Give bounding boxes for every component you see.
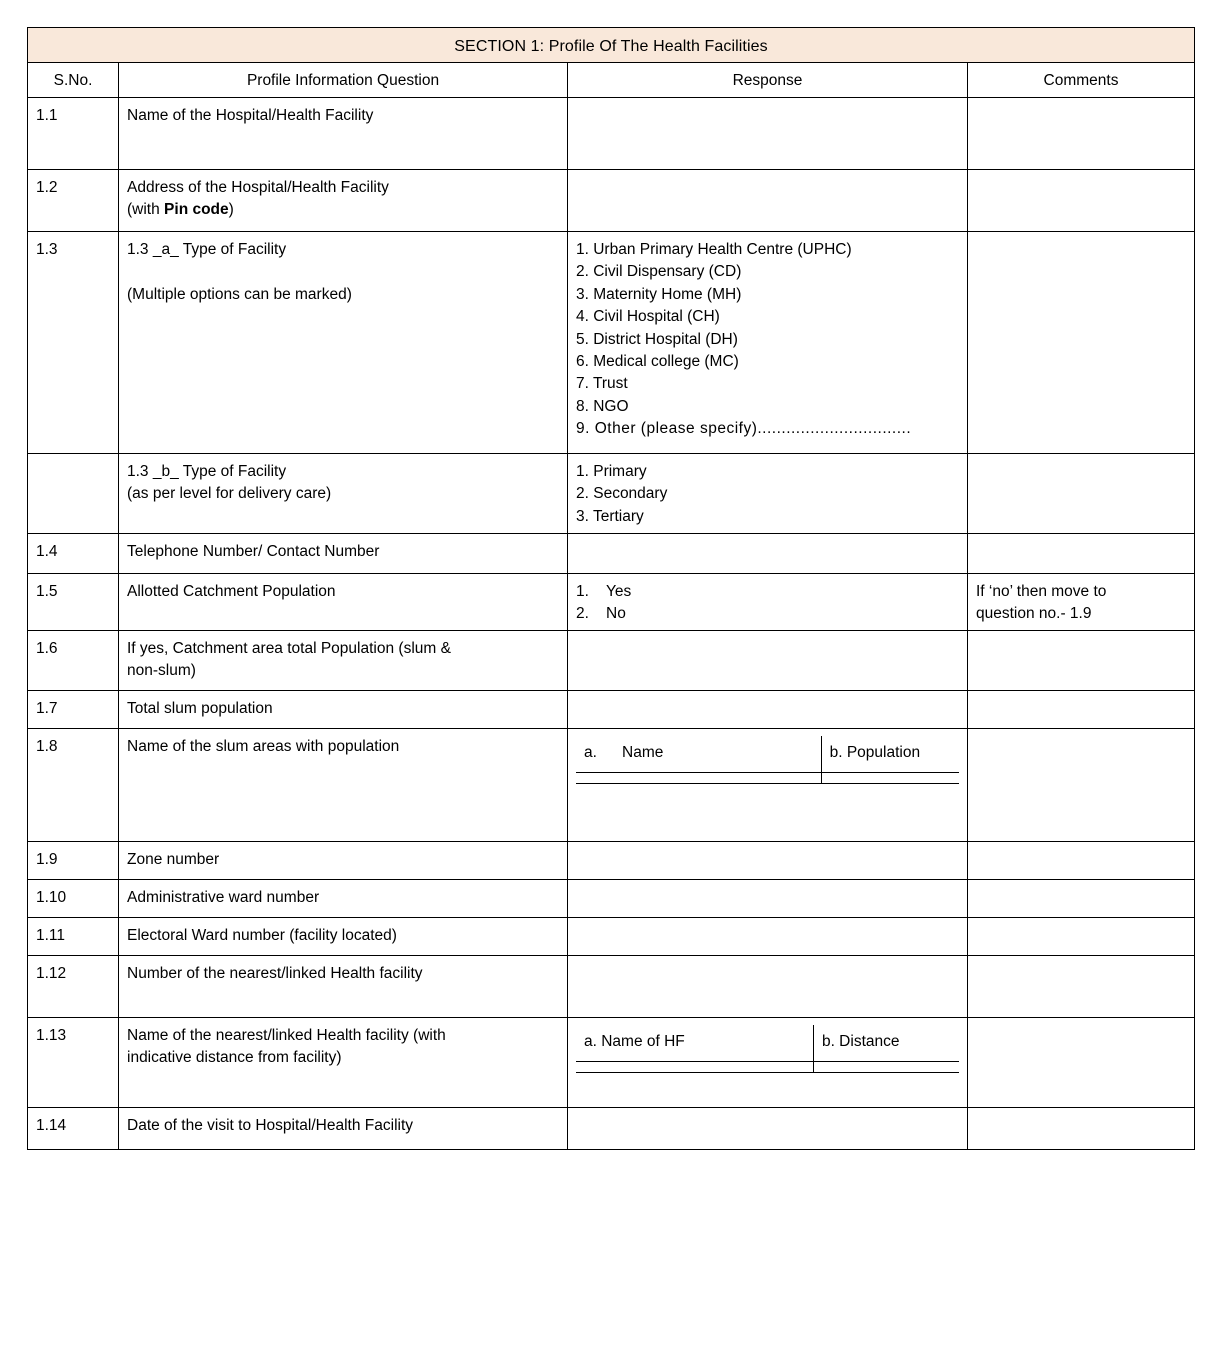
question-line-1: Address of the Hospital/Health Facility bbox=[127, 178, 389, 196]
subcolumn-header-name bbox=[576, 736, 821, 773]
subtable-header-row bbox=[576, 736, 959, 773]
row-question: Administrative ward number bbox=[119, 879, 568, 917]
row-comments-field[interactable] bbox=[968, 1107, 1195, 1149]
question-line-1: If yes, Catchment area total Population (slum & bbox=[127, 639, 451, 657]
table-row bbox=[28, 1017, 1195, 1107]
row-response-field[interactable] bbox=[568, 1107, 968, 1149]
row-sno: 1.14 bbox=[28, 1107, 119, 1149]
delivery-level-option-list bbox=[576, 461, 959, 528]
table-row bbox=[28, 533, 1195, 573]
subcolumn-header-population: b. Population bbox=[821, 736, 959, 773]
option-item[interactable]: 3. Maternity Home (MH) bbox=[576, 285, 742, 303]
row-comments-field[interactable] bbox=[968, 1017, 1195, 1107]
row-sno: 1.10 bbox=[28, 879, 119, 917]
pin-code-emphasis: Pin code bbox=[164, 201, 229, 219]
question-line-1: 1.3 _b_ Type of Facility bbox=[127, 462, 287, 480]
row-question: Electoral Ward number (facility located) bbox=[119, 917, 568, 955]
row-sno: 1.2 bbox=[28, 169, 119, 231]
question-line-2: (Multiple options can be marked) bbox=[127, 286, 352, 304]
row-comments-field[interactable] bbox=[968, 955, 1195, 1017]
row-sno: 1.7 bbox=[28, 690, 119, 728]
option-item[interactable]: 7. Trust bbox=[576, 375, 628, 393]
table-row bbox=[28, 169, 1195, 231]
table-row bbox=[28, 879, 1195, 917]
option-item[interactable]: 4. Civil Hospital (CH) bbox=[576, 308, 720, 326]
row-sno: 1.1 bbox=[28, 97, 119, 169]
row-question bbox=[119, 1017, 568, 1107]
option-item[interactable]: 8. NGO bbox=[576, 397, 629, 415]
row-response-field[interactable] bbox=[568, 533, 968, 573]
table-row bbox=[28, 630, 1195, 690]
option-item-no[interactable] bbox=[576, 603, 959, 625]
option-item-other[interactable]: 9. Other (please specify)................................ bbox=[576, 420, 912, 438]
row-comments-field[interactable] bbox=[968, 917, 1195, 955]
row-question: Date of the visit to Hospital/Health Facility bbox=[119, 1107, 568, 1149]
column-header-comments: Comments bbox=[968, 63, 1195, 97]
row-response-options bbox=[568, 573, 968, 630]
subtable-value-row bbox=[576, 772, 959, 783]
row-comments-field[interactable] bbox=[968, 169, 1195, 231]
option-item[interactable]: 6. Medical college (MC) bbox=[576, 353, 739, 370]
section-title: SECTION 1: Profile Of The Health Facilities bbox=[28, 28, 1195, 63]
row-question bbox=[119, 453, 568, 533]
row-response-field[interactable] bbox=[568, 917, 968, 955]
row-comments-field[interactable] bbox=[968, 533, 1195, 573]
row-response-field[interactable] bbox=[568, 879, 968, 917]
subcolumn-header-hf-name: a. Name of HF bbox=[576, 1025, 813, 1062]
table-row bbox=[28, 453, 1195, 533]
question-line-1: 1.3 _a_ Type of Facility bbox=[127, 240, 287, 258]
subfield-hf-name-value[interactable] bbox=[576, 1061, 813, 1072]
profile-form-table bbox=[27, 27, 1195, 1150]
table-header-row bbox=[28, 63, 1195, 97]
row-question bbox=[119, 231, 568, 453]
row-sno: 1.8 bbox=[28, 728, 119, 841]
row-comments-field[interactable] bbox=[968, 453, 1195, 533]
row-comments-field[interactable] bbox=[968, 690, 1195, 728]
table-row bbox=[28, 728, 1195, 841]
row-question bbox=[119, 169, 568, 231]
row-question: Name of the slum areas with population bbox=[119, 728, 568, 841]
question-line-2: indicative distance from facility) bbox=[127, 1049, 342, 1067]
subfield-population-value[interactable] bbox=[821, 772, 959, 783]
slum-area-subtable bbox=[576, 736, 959, 784]
row-sno: 1.6 bbox=[28, 630, 119, 690]
option-item-yes[interactable] bbox=[576, 581, 959, 603]
row-comments-field[interactable] bbox=[968, 841, 1195, 879]
row-question: Name of the Hospital/Health Facility bbox=[119, 97, 568, 169]
row-sno: 1.4 bbox=[28, 533, 119, 573]
column-header-response: Response bbox=[568, 63, 968, 97]
option-item[interactable]: 1. Urban Primary Health Centre (UPHC) bbox=[576, 240, 852, 258]
row-question: Total slum population bbox=[119, 690, 568, 728]
table-row bbox=[28, 97, 1195, 169]
row-response-field[interactable] bbox=[568, 690, 968, 728]
row-response-field[interactable] bbox=[568, 630, 968, 690]
subfield-name-value[interactable] bbox=[576, 772, 821, 783]
subfield-distance-value[interactable] bbox=[813, 1061, 959, 1072]
table-row bbox=[28, 955, 1195, 1017]
option-item[interactable]: 2. Civil Dispensary (CD) bbox=[576, 263, 742, 281]
row-response-field[interactable] bbox=[568, 169, 968, 231]
row-question bbox=[119, 630, 568, 690]
row-comments-field[interactable] bbox=[968, 728, 1195, 841]
row-comments-field[interactable] bbox=[968, 231, 1195, 453]
row-sno: 1.11 bbox=[28, 917, 119, 955]
option-label: No bbox=[606, 605, 626, 623]
table-row bbox=[28, 841, 1195, 879]
row-question: Number of the nearest/linked Health facility bbox=[119, 955, 568, 1017]
table-row bbox=[28, 573, 1195, 630]
comment-line-1: If ‘no’ then move to bbox=[976, 582, 1107, 600]
row-question: Allotted Catchment Population bbox=[119, 573, 568, 630]
table-row bbox=[28, 231, 1195, 453]
pin-code-suffix: ) bbox=[228, 201, 234, 219]
subcolumn-label: Name bbox=[622, 743, 664, 761]
row-comments-note bbox=[968, 573, 1195, 630]
option-label: Yes bbox=[606, 582, 632, 600]
row-response-field[interactable] bbox=[568, 97, 968, 169]
row-response-options bbox=[568, 231, 968, 453]
slum-area-subtable-cell bbox=[568, 728, 968, 841]
linked-facility-subtable bbox=[576, 1025, 959, 1073]
option-item[interactable]: 1. Primary bbox=[576, 462, 647, 480]
column-header-question: Profile Information Question bbox=[119, 63, 568, 97]
yes-no-option-list bbox=[576, 581, 959, 626]
row-sno: 1.12 bbox=[28, 955, 119, 1017]
row-comments-field[interactable] bbox=[968, 630, 1195, 690]
subcolumn-letter: a. bbox=[584, 743, 597, 761]
subcolumn-header-distance: b. Distance bbox=[813, 1025, 959, 1062]
row-sno: 1.9 bbox=[28, 841, 119, 879]
row-question: Zone number bbox=[119, 841, 568, 879]
row-comments-field[interactable] bbox=[968, 879, 1195, 917]
question-line-2: (as per level for delivery care) bbox=[127, 485, 332, 503]
row-sno: 1.5 bbox=[28, 573, 119, 630]
table-row bbox=[28, 1107, 1195, 1149]
facility-type-option-list bbox=[576, 239, 959, 441]
table-row bbox=[28, 917, 1195, 955]
question-line-2: non-slum) bbox=[127, 662, 196, 680]
pin-code-prefix: (with bbox=[127, 201, 165, 219]
option-number: 1. bbox=[576, 582, 589, 600]
row-sno: 1.13 bbox=[28, 1017, 119, 1107]
row-response-field[interactable] bbox=[568, 841, 968, 879]
row-comments-field[interactable] bbox=[968, 97, 1195, 169]
row-sno: 1.3 bbox=[28, 231, 119, 453]
row-response-field[interactable] bbox=[568, 955, 968, 1017]
table-row bbox=[28, 690, 1195, 728]
option-number: 2. bbox=[576, 605, 589, 623]
subtable-value-row bbox=[576, 1061, 959, 1072]
section-title-row bbox=[28, 28, 1195, 63]
option-item[interactable]: 3. Tertiary bbox=[576, 507, 644, 525]
column-header-sno: S.No. bbox=[28, 63, 119, 97]
comment-line-2: question no.- 1.9 bbox=[976, 605, 1092, 623]
linked-facility-subtable-cell bbox=[568, 1017, 968, 1107]
row-response-options bbox=[568, 453, 968, 533]
question-line-2 bbox=[127, 199, 559, 221]
option-item[interactable]: 5. District Hospital (DH) bbox=[576, 330, 738, 348]
option-item[interactable]: 2. Secondary bbox=[576, 485, 668, 503]
row-sno bbox=[28, 453, 119, 533]
row-question: Telephone Number/ Contact Number bbox=[119, 533, 568, 573]
subtable-header-row bbox=[576, 1025, 959, 1062]
question-line-1: Name of the nearest/linked Health facility (with bbox=[127, 1026, 446, 1044]
